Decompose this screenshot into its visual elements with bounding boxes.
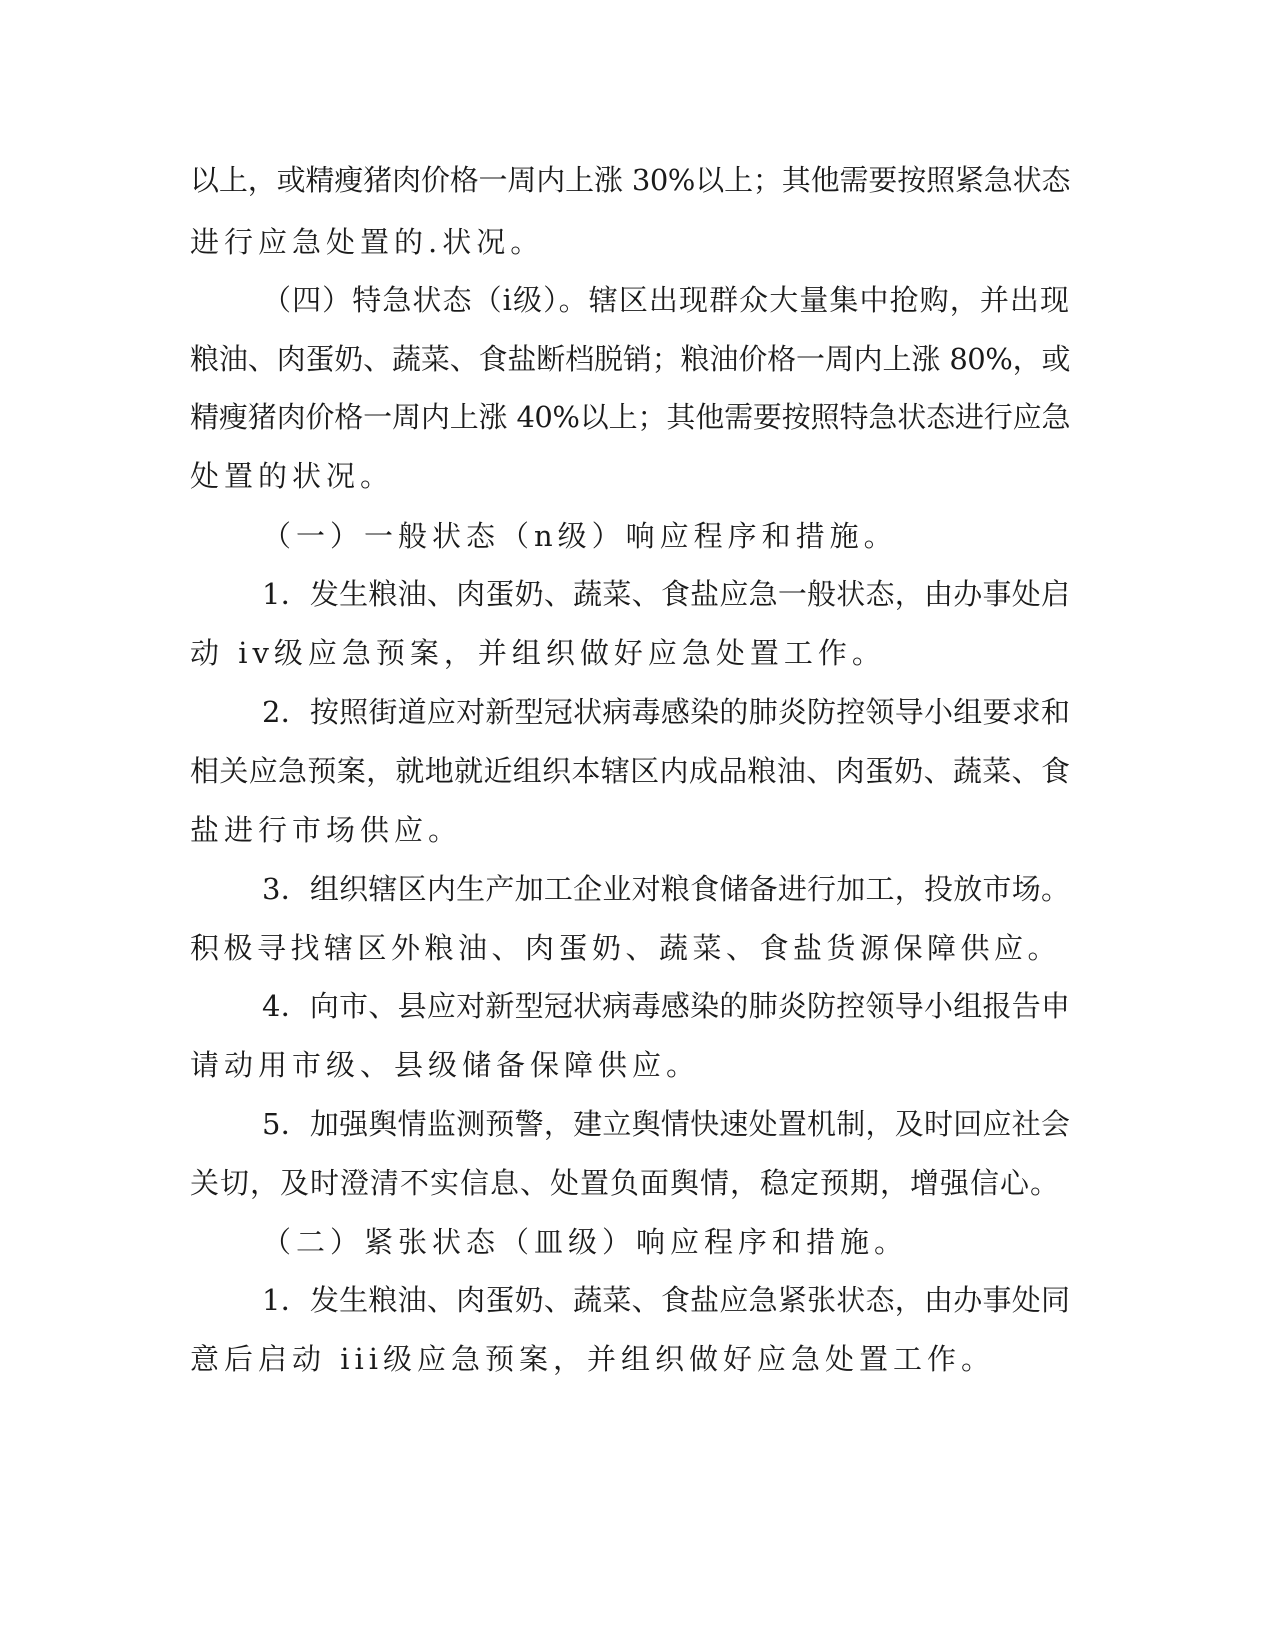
text-line: （二）紧张状态（皿级）响应程序和措施。: [262, 1225, 909, 1259]
text-line: 相关应急预案，就地就近组织本辖区内成品粮油、肉蛋奶、蔬菜、食: [190, 754, 1070, 788]
text-line: 处置的状况。: [190, 459, 395, 493]
text-line: 2．按照街道应对新型冠状病毒感染的肺炎防控领导小组要求和: [262, 695, 1070, 729]
text-line: 4．向市、县应对新型冠状病毒感染的肺炎防控领导小组报告申: [262, 989, 1070, 1023]
text-line: 意后启动 iii级应急预案，并组织做好应急处置工作。: [190, 1342, 996, 1376]
text-line: 动 iv级应急预案，并组织做好应急处置工作。: [190, 636, 886, 670]
text-line: 以上，或精瘦猪肉价格一周内上涨 30%以上；其他需要按照紧急状态: [190, 163, 1070, 197]
text-line: 盐进行市场供应。: [190, 813, 463, 847]
text-line: 关切，及时澄清不实信息、处置负面舆情，稳定预期，增强信心。: [190, 1166, 1061, 1200]
text-line: 精瘦猪肉价格一周内上涨 40%以上；其他需要按照特急状态进行应急: [190, 400, 1070, 434]
text-line: 1．发生粮油、肉蛋奶、蔬菜、食盐应急一般状态，由办事处启: [262, 577, 1070, 611]
text-line: （一）一般状态（n级）响应程序和措施。: [262, 519, 898, 553]
text-line: 5．加强舆情监测预警，建立舆情快速处置机制，及时回应社会: [262, 1107, 1070, 1141]
text-line: 3．组织辖区内生产加工企业对粮食储备进行加工，投放市场。: [262, 872, 1070, 906]
text-line: 粮油、肉蛋奶、蔬菜、食盐断档脱销；粮油价格一周内上涨 80%，或: [190, 342, 1070, 376]
text-line: 1．发生粮油、肉蛋奶、蔬菜、食盐应急紧张状态，由办事处同: [262, 1283, 1070, 1317]
text-line: 积极寻找辖区外粮油、肉蛋奶、蔬菜、食盐货源保障供应。: [190, 931, 1062, 965]
text-line: （四）特急状态（i级）。辖区出现群众大量集中抢购，并出现: [262, 283, 1070, 317]
text-line: 请动用市级、县级储备保障供应。: [190, 1048, 701, 1082]
text-line: 进行应急处置的.状况。: [190, 225, 545, 259]
